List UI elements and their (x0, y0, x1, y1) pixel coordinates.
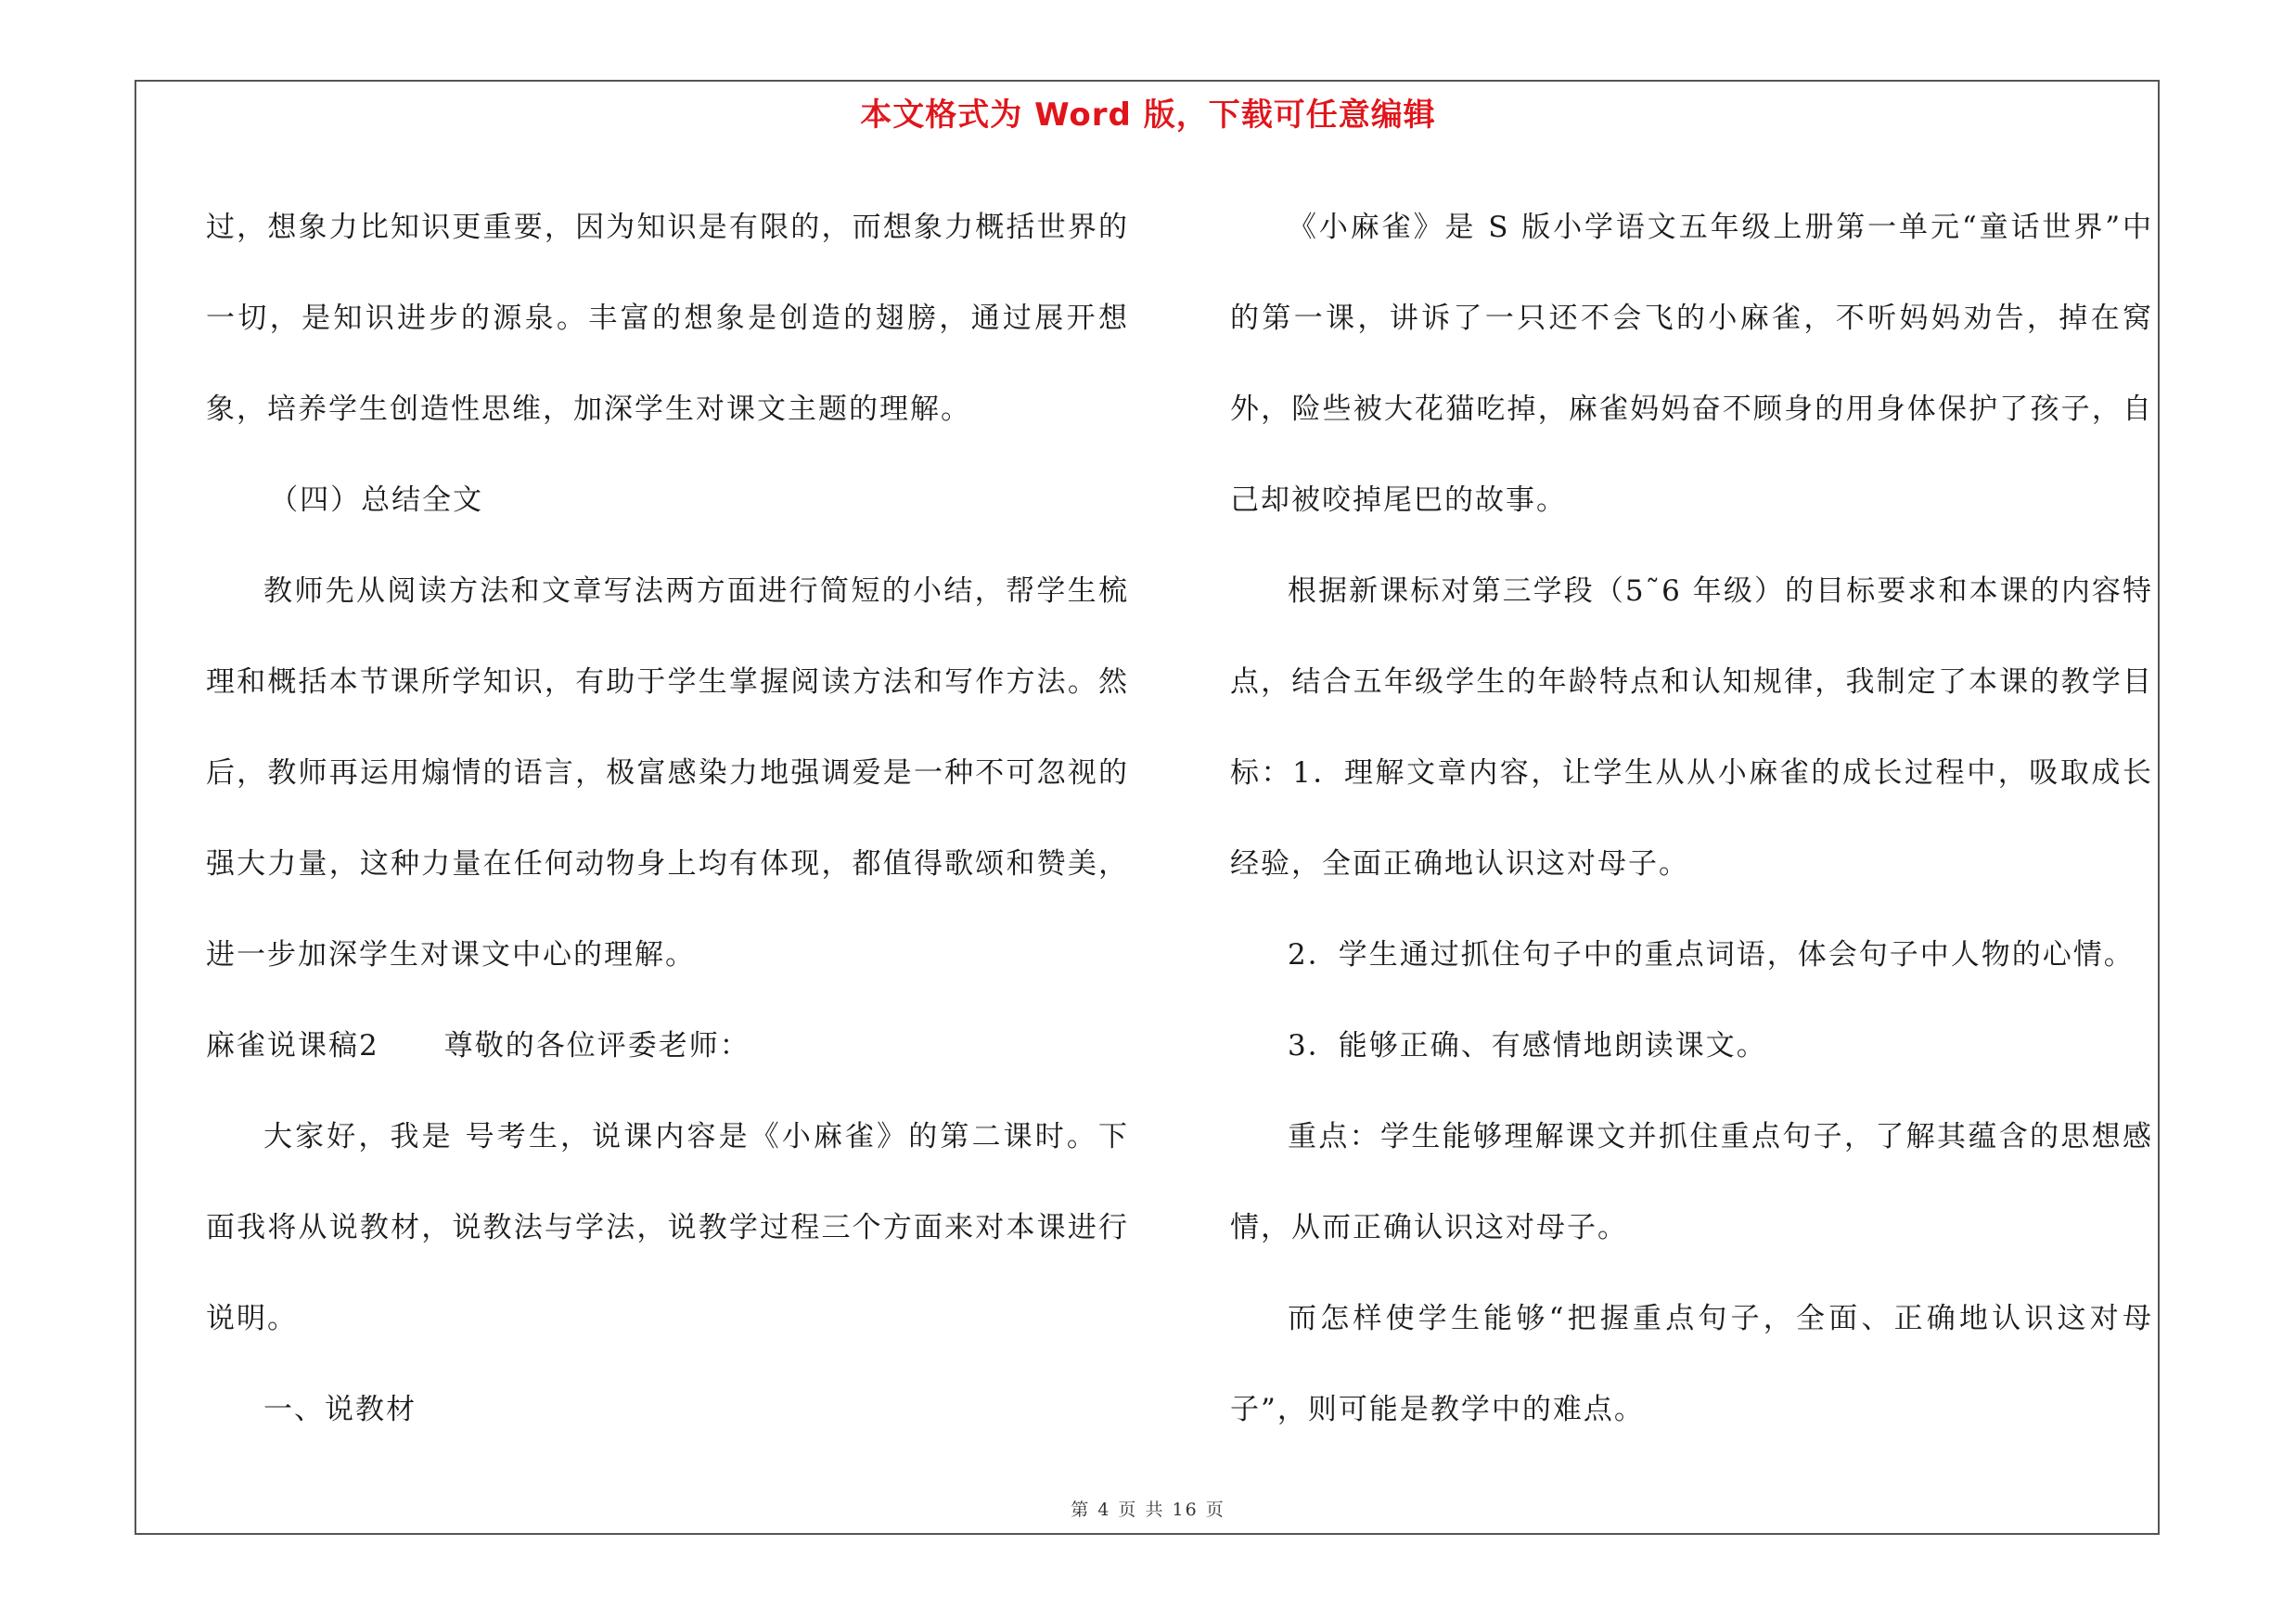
left-column (206, 182, 1129, 1455)
right-column (1230, 182, 2153, 1455)
section-title-line (206, 1000, 1129, 1091)
heading-textbook: 一、说教材 (263, 1393, 417, 1426)
format-banner: 本文格式为 Word 版，下载可任意编辑 (860, 97, 1436, 134)
heading-summary: （四）总结全文 (269, 483, 484, 517)
paragraph-key-point: 重点：学生能够理解课文并抓住重点句子，了解其蕴含的思想感情，从而正确认识这对母子。 (1230, 1120, 2153, 1244)
paragraph-objectives: 根据新课标对第三学段（5˜6 年级）的目标要求和本课的内容特点，结合五年级学生的年龄特点和认知规律，我制定了本课的教学目标：1．理解文章内容，让学生从从小麻雀的成长过程中，吸取成长经验，全面正确地认识这对母子。 (1230, 574, 2153, 881)
objective-2: 2．学生通过抓住句子中的重点词语，体会句子中人物的心情。 (1288, 938, 2135, 972)
greeting: 尊敬的各位评委老师： (443, 1029, 750, 1063)
page-number: 第 4 页 共 16 页 (1071, 1500, 1225, 1520)
paragraph-summary: 教师先从阅读方法和文章写法两方面进行简短的小结，帮学生梳理和概括本节课所学知识，有助于学生掌握阅读方法和写作方法。然后，教师再运用煽情的语言，极富感染力地强调爱是一种不可忽视的强大力量，这种力量在任何动物身上均有体现，都值得歌颂和赞美，进一步加深学生对课文中心的理解。 (206, 574, 1129, 972)
section-title: 麻雀说课稿2 (206, 1029, 379, 1063)
objective-3: 3．能够正确、有感情地朗读课文。 (1288, 1029, 1767, 1063)
paragraph-lesson-overview: 《小麻雀》是 S 版小学语文五年级上册第一单元“童话世界”中的第一课，讲诉了一只还不会飞的小麻雀，不听妈妈劝告，掉在窝外，险些被大花猫吃掉，麻雀妈妈奋不顾身的用身体保护了孩子，自己却被咬掉尾巴的故事。 (1230, 211, 2153, 517)
paragraph-intro: 大家好，我是 号考生，说课内容是《小麻雀》的第二课时。下面我将从说教材，说教法与学法，说教学过程三个方面来对本课进行说明。 (206, 1120, 1129, 1335)
paragraph-imagination: 过，想象力比知识更重要，因为知识是有限的，而想象力概括世界的一切，是知识进步的源泉。丰富的想象是创造的翅膀，通过展开想象，培养学生创造性思维，加深学生对课文主题的理解。 (206, 211, 1129, 426)
paragraph-difficulty: 而怎样使学生能够“把握重点句子，全面、正确地认识这对母子”，则可能是教学中的难点。 (1230, 1302, 2153, 1426)
